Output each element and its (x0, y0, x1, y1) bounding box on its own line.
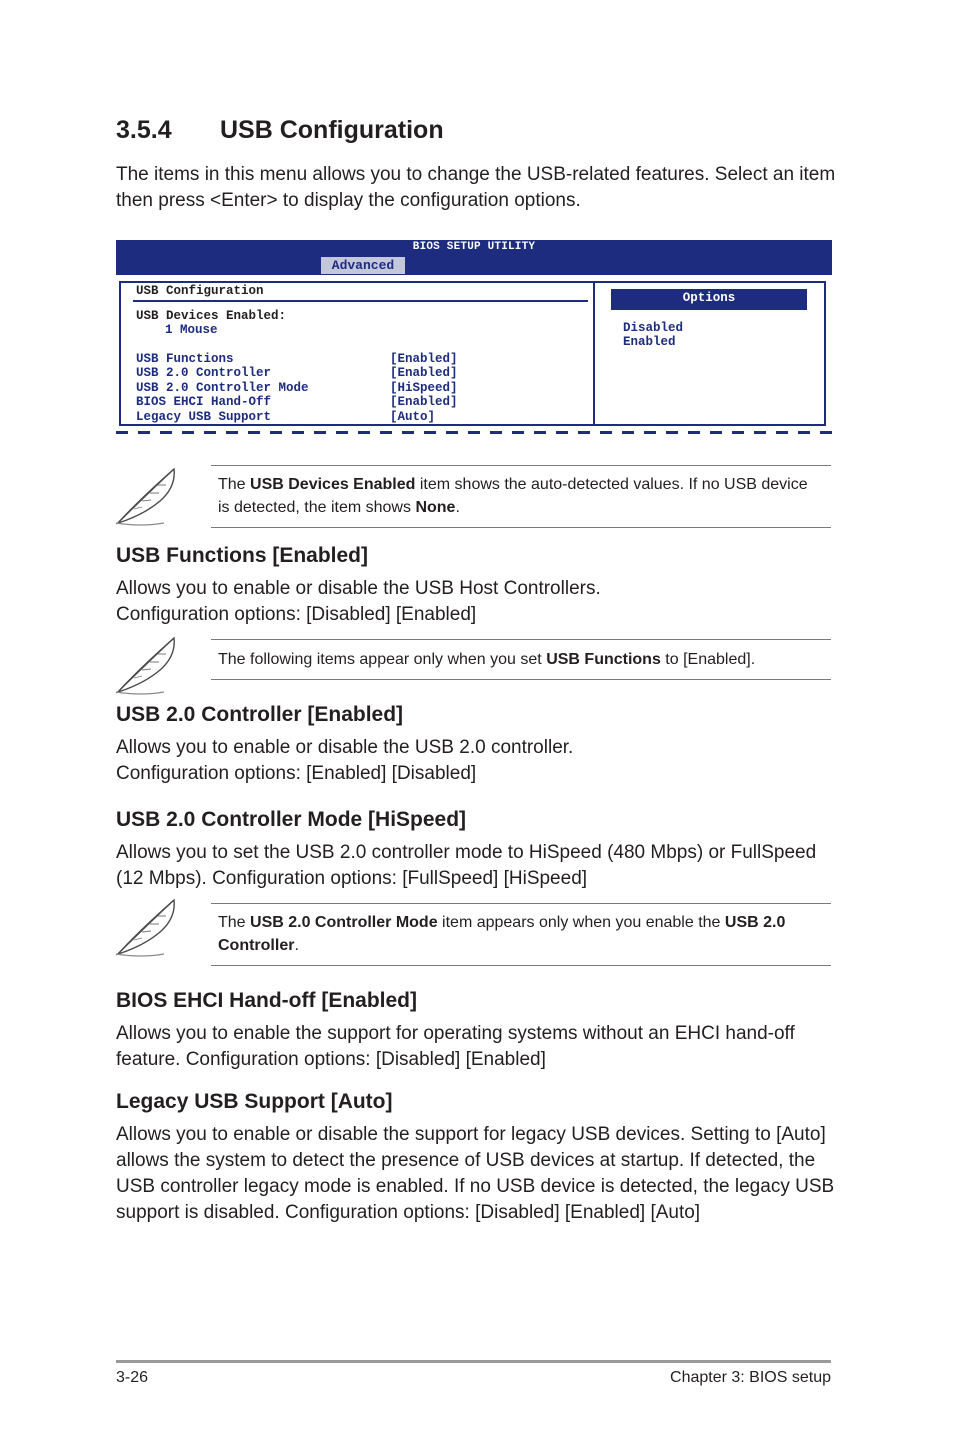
note-usb20-controller-mode: The USB 2.0 Controller Mode item appears only when you enable the USB 2.0 Controller. (218, 914, 786, 954)
note-bottom-rule (211, 527, 831, 528)
bios-item-usb20-mode-value[interactable]: [HiSpeed] (390, 381, 458, 395)
quill-pen-icon (112, 634, 182, 696)
note-top-rule (211, 903, 831, 904)
note-bottom-rule (211, 965, 831, 966)
bios-panel-title-rule (133, 300, 588, 302)
heading-legacy-usb-support: Legacy USB Support [Auto] (116, 1090, 393, 1113)
heading-bios-ehci-handoff: BIOS EHCI Hand-off [Enabled] (116, 989, 417, 1012)
bios-devices-value: 1 Mouse (165, 323, 218, 337)
note-top-rule (211, 465, 831, 466)
bios-panel-title: USB Configuration (136, 284, 264, 298)
quill-pen-icon (112, 896, 182, 958)
bios-item-usb-functions-label[interactable]: USB Functions (136, 352, 234, 366)
section-heading (116, 116, 444, 145)
bios-item-usb20-controller-label[interactable]: USB 2.0 Controller (136, 366, 272, 380)
usb20-controller-desc: Allows you to enable or disable the USB 2.0 controller. (116, 737, 574, 758)
heading-usb20-controller: USB 2.0 Controller [Enabled] (116, 703, 404, 726)
quill-pen-icon (112, 465, 182, 527)
bios-ehci-handoff-desc: Allows you to enable the support for operating systems without an EHCI hand-off feature. Configuration options: [Disabled] [Enabled] (116, 1023, 795, 1070)
note-bottom-rule (211, 679, 831, 680)
usb-functions-options: Configuration options: [Disabled] [Enabled] (116, 604, 477, 625)
bios-bottom-dashed-rule (116, 431, 832, 434)
heading-usb-functions: USB Functions [Enabled] (116, 544, 368, 567)
heading-usb20-controller-mode: USB 2.0 Controller Mode [HiSpeed] (116, 808, 467, 831)
chapter-label: Chapter 3: BIOS setup (670, 1369, 831, 1386)
bios-panel-divider (593, 281, 595, 426)
bios-options-header: Options (611, 289, 807, 310)
bios-item-usb-functions-value[interactable]: [Enabled] (390, 352, 458, 366)
note-usb-functions-enabled: The following items appear only when you set USB Functions to [Enabled]. (218, 651, 756, 668)
bios-item-ehci-handoff-label[interactable]: BIOS EHCI Hand-Off (136, 395, 272, 409)
bios-item-usb20-controller-value[interactable]: [Enabled] (390, 366, 458, 380)
legacy-usb-support-desc: Allows you to enable or disable the support for legacy USB devices. Setting to [Auto] allows the system to detect the presence of USB devices at startup. If detected, the USB controller legacy mode is enabled. If no USB device is detected, the legacy USB support is disabled. Configuration options: [Disabled] [Enabled] [Auto] (116, 1124, 835, 1223)
bios-item-usb20-mode-label[interactable]: USB 2.0 Controller Mode (136, 381, 309, 395)
bios-item-ehci-handoff-value[interactable]: [Enabled] (390, 395, 458, 409)
section-number: 3.5.4 (116, 116, 172, 144)
bios-tab-advanced[interactable]: Advanced (321, 257, 405, 274)
page-number: 3-26 (116, 1369, 149, 1386)
bios-screenshot (116, 240, 832, 440)
bios-item-legacy-usb-label[interactable]: Legacy USB Support (136, 410, 272, 424)
intro-text: The items in this menu allows you to change the USB-related features. Select an item then press <Enter> to display the configuration options. (116, 164, 836, 211)
bios-option-disabled[interactable]: Disabled (623, 321, 684, 335)
section-title: USB Configuration (220, 116, 444, 144)
bios-devices-label: USB Devices Enabled: (136, 309, 287, 323)
note-usb-devices-enabled: The USB Devices Enabled item shows the auto-detected values. If no USB device is detected, the item shows None. (218, 476, 808, 516)
footer-rule (116, 1360, 831, 1363)
usb20-controller-options: Configuration options: [Enabled] [Disabled] (116, 763, 477, 784)
usb20-controller-mode-desc: Allows you to set the USB 2.0 controller mode to HiSpeed (480 Mbps) or FullSpeed (12 Mbps). Configuration options: [FullSpeed] [HiSpeed] (116, 842, 817, 889)
bios-option-enabled[interactable]: Enabled (623, 335, 676, 349)
bios-item-legacy-usb-value[interactable]: [Auto] (390, 410, 436, 424)
bios-title: BIOS SETUP UTILITY (412, 241, 536, 253)
usb-functions-desc: Allows you to enable or disable the USB Host Controllers. (116, 578, 601, 599)
note-top-rule (211, 639, 831, 640)
